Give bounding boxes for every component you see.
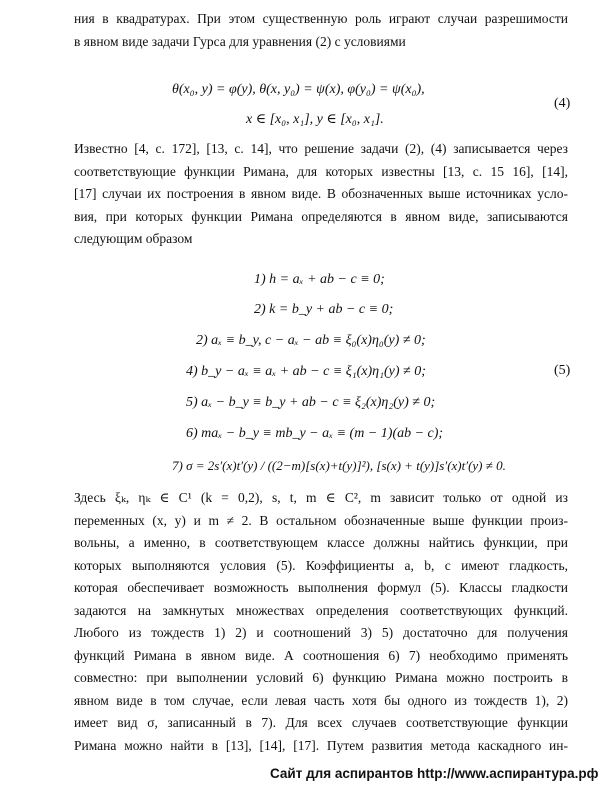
- middle-paragraph: [74, 138, 568, 251]
- site-footer: Сайт для аспирантов http://www.аспирантура.рф: [270, 766, 599, 781]
- text-line: вольны, а именно, в соответствующем классе должны найтись функции, при: [74, 535, 568, 550]
- discussion-paragraph: [74, 487, 568, 757]
- equation-5-line-7: 7) σ = 2s′(x)t′(y) / ((2−m)[s(x)+t(y)]²), [s(x) + t(y)]s′(x)t′(y) ≠ 0.: [172, 458, 506, 473]
- equation-5-line-1: 1) h = aₓ + ab − c ≡ 0;: [254, 272, 385, 287]
- text-line: явном виде в том случае, если левая часть хотя бы одного из тождеств 1), 2): [74, 692, 568, 708]
- equation-4-number: (4): [554, 96, 571, 111]
- equation-5-line-3: 2) aₓ ≡ b_y, c − aₓ − ab ≡ ξ₀(x)η₀(y) ≠ 0;: [196, 333, 426, 348]
- equation-5-line-5: 5) aₓ − b_y ≡ b_y + ab − c ≡ ξ₂(x)η₂(y) ≠ 0;: [186, 395, 436, 410]
- text-line: соответствующие функции Римана, для которых известны [13, с. 15 16], [14],: [74, 163, 568, 179]
- text-line: в явном виде задачи Гурса для уравнения (2) с условиями: [74, 33, 406, 49]
- text-line: вия, при которых функции Римана определяются в явном виде, записываются: [74, 208, 568, 224]
- equation-5-line-6: 6) maₓ − b_y ≡ mb_y − aₓ ≡ (m − 1)(ab − c);: [186, 426, 444, 441]
- text-line: переменных (x, y) и m ≠ 2. В остальном обозначенные выше функции произ-: [74, 512, 568, 528]
- text-line: Известно [4, с. 172], [13, с. 14], что решение задачи (2), (4) записывается через: [74, 141, 568, 156]
- text-line: которая обеспечивает возможность выполнения формул (5). Классы гладкости: [74, 580, 568, 595]
- equation-4-line-1: θ(x₀, y) = φ(y), θ(x, y₀) = ψ(x), φ(y₀) = ψ(x₀),: [172, 82, 425, 97]
- text-line: ния в квадратурах. При этом существенную роль играют случаи разрешимости: [74, 11, 568, 26]
- intro-paragraph: [74, 8, 568, 53]
- text-line: Римана можно найти в [13], [14], [17]. Путем развития метода каскадного ин-: [74, 737, 568, 753]
- text-line: которых выполняются условия (5). Коэффициенты a, b, c имеют гладкость,: [74, 557, 568, 573]
- text-line: Любого из тождеств 1) 2) и соотношений 3) 5) достаточно для получения: [74, 625, 568, 640]
- equation-5-number: (5): [554, 363, 571, 378]
- equation-5-line-2: 2) k = b_y + ab − c ≡ 0;: [254, 302, 394, 317]
- text-line: Здесь ξₖ, ηₖ ∈ C¹ (k = 0,2), s, t, m ∈ C², m зависит только от одной из: [74, 490, 568, 505]
- text-line: [17] случаи их построения в явном виде. В обозначенных выше источниках усло-: [74, 186, 568, 201]
- text-line: задаются на замкнутых множествах определения соответствующих функций.: [74, 602, 568, 618]
- text-line: имеет вид σ, записанный в 7). Для всех случаев соответствующие функции: [74, 715, 568, 730]
- text-line: следующим образом: [74, 231, 193, 246]
- text-line: совместно: при выполнении условий 6) функцию Римана можно построить в: [74, 670, 568, 685]
- equation-4-line-2: x ∈ [x₀, x₁], y ∈ [x₀, x₁].: [246, 112, 384, 127]
- text-line: функций Римана в явном виде. А соотношения 6) 7) необходимо применять: [74, 647, 568, 663]
- equation-5-line-4: 4) b_y − aₓ ≡ aₓ + ab − c ≡ ξ₁(x)η₁(y) ≠ 0;: [186, 364, 426, 379]
